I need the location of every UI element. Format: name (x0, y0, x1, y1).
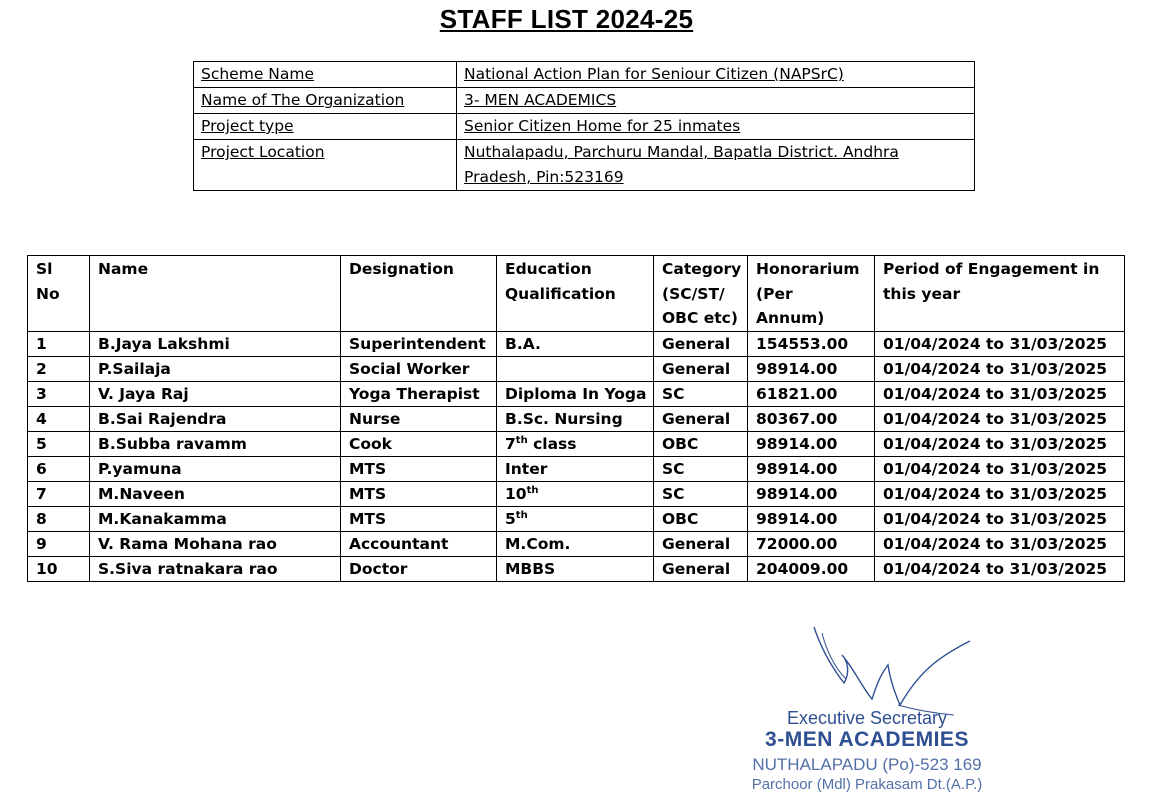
cell-period: 01/04/2024 to 31/03/2025 (875, 431, 1125, 456)
cell-name: M.Kanakamma (90, 507, 341, 532)
cell-honorarium: 154553.00 (748, 331, 875, 356)
stamp-district: Parchoor (Mdl) Prakasam Dt.(A.P.) (751, 776, 983, 793)
cell-name: V. Jaya Raj (90, 381, 341, 406)
cell-slno: 8 (28, 507, 90, 532)
header-education: Education Qualification (497, 256, 654, 332)
cell-education (497, 482, 654, 507)
cell-period: 01/04/2024 to 31/03/2025 (875, 381, 1125, 406)
stamp-org: 3-MEN ACADEMIES (765, 728, 969, 751)
cell-slno: 6 (28, 456, 90, 481)
table-row (28, 406, 1125, 431)
header-name: Name (90, 256, 341, 332)
cell-period: 01/04/2024 to 31/03/2025 (875, 557, 1125, 582)
table-row (28, 482, 1125, 507)
cell-education: MBBS (497, 557, 654, 582)
cell-designation: MTS (341, 456, 497, 481)
project-info-table (193, 61, 975, 191)
cell-education: B.Sc. Nursing (497, 406, 654, 431)
cell-honorarium: 98914.00 (748, 456, 875, 481)
table-row (28, 456, 1125, 481)
cell-education: Inter (497, 456, 654, 481)
education-value: 5 (505, 510, 516, 529)
cell-slno: 7 (28, 482, 90, 507)
info-key: Name of The Organization (194, 88, 457, 114)
cell-period: 01/04/2024 to 31/03/2025 (875, 331, 1125, 356)
cell-category: General (654, 356, 748, 381)
cell-slno: 5 (28, 431, 90, 456)
info-key: Scheme Name (194, 62, 457, 88)
cell-name: B.Sai Rajendra (90, 406, 341, 431)
cell-slno: 1 (28, 331, 90, 356)
info-key: Project type (194, 114, 457, 140)
cell-category: SC (654, 482, 748, 507)
education-value: 7 (505, 434, 516, 453)
cell-education (497, 356, 654, 381)
info-row (194, 114, 975, 140)
cell-slno: 4 (28, 406, 90, 431)
education-ordinal: th (515, 434, 528, 446)
header-designation: Designation (341, 256, 497, 332)
cell-name: B.Subba ravamm (90, 431, 341, 456)
cell-period: 01/04/2024 to 31/03/2025 (875, 456, 1125, 481)
cell-name: S.Siva ratnakara rao (90, 557, 341, 582)
page-title: STAFF LIST 2024-25 (439, 4, 694, 34)
signature-stamp (722, 625, 1002, 806)
cell-designation: Social Worker (341, 356, 497, 381)
table-row (28, 331, 1125, 356)
cell-designation: Doctor (341, 557, 497, 582)
cell-slno: 9 (28, 532, 90, 557)
cell-education: Diploma In Yoga (497, 381, 654, 406)
cell-category: OBC (654, 507, 748, 532)
cell-designation: Superintendent (341, 331, 497, 356)
stamp-address: NUTHALAPADU (Po)-523 169 (752, 755, 982, 774)
header-category: Category (SC/ST/ OBC etc) (654, 256, 748, 332)
cell-name: P.yamuna (90, 456, 341, 481)
staff-table-header (28, 256, 1125, 332)
cell-designation: Nurse (341, 406, 497, 431)
info-value: 3- MEN ACADEMICS (457, 88, 975, 114)
cell-name: M.Naveen (90, 482, 341, 507)
info-value: Nuthalapadu, Parchuru Mandal, Bapatla District. Andhra Pradesh, Pin:523169 (457, 140, 975, 191)
cell-period: 01/04/2024 to 31/03/2025 (875, 482, 1125, 507)
info-row (194, 140, 975, 191)
cell-honorarium: 72000.00 (748, 532, 875, 557)
cell-period: 01/04/2024 to 31/03/2025 (875, 507, 1125, 532)
cell-honorarium: 98914.00 (748, 356, 875, 381)
table-row (28, 431, 1125, 456)
info-value: Senior Citizen Home for 25 inmates (457, 114, 975, 140)
cell-designation: Cook (341, 431, 497, 456)
education-suffix: class (527, 434, 577, 453)
cell-slno: 10 (28, 557, 90, 582)
cell-period: 01/04/2024 to 31/03/2025 (875, 532, 1125, 557)
cell-honorarium: 98914.00 (748, 507, 875, 532)
table-row (28, 532, 1125, 557)
table-row (28, 356, 1125, 381)
header-period: Period of Engagement in this year (875, 256, 1125, 332)
cell-education: M.Com. (497, 532, 654, 557)
table-row (28, 557, 1125, 582)
cell-honorarium: 98914.00 (748, 431, 875, 456)
cell-category: SC (654, 381, 748, 406)
cell-category: General (654, 406, 748, 431)
cell-designation: Accountant (341, 532, 497, 557)
cell-slno: 3 (28, 381, 90, 406)
info-row (194, 88, 975, 114)
cell-designation: Yoga Therapist (341, 381, 497, 406)
cell-period: 01/04/2024 to 31/03/2025 (875, 356, 1125, 381)
cell-category: General (654, 557, 748, 582)
cell-education: B.A. (497, 331, 654, 356)
education-ordinal: th (526, 484, 539, 496)
cell-name: V. Rama Mohana rao (90, 532, 341, 557)
stamp-title: Executive Secretary (786, 708, 948, 728)
cell-education (497, 507, 654, 532)
education-ordinal: th (515, 510, 528, 521)
table-row (28, 381, 1125, 406)
cell-honorarium: 204009.00 (748, 557, 875, 582)
cell-period: 01/04/2024 to 31/03/2025 (875, 406, 1125, 431)
header-slno: Sl No (28, 256, 90, 332)
cell-name: P.Sailaja (90, 356, 341, 381)
cell-honorarium: 98914.00 (748, 482, 875, 507)
cell-honorarium: 80367.00 (748, 406, 875, 431)
cell-category: General (654, 331, 748, 356)
cell-designation: MTS (341, 482, 497, 507)
cell-category: General (654, 532, 748, 557)
info-key: Project Location (194, 140, 457, 191)
cell-category: SC (654, 456, 748, 481)
cell-honorarium: 61821.00 (748, 381, 875, 406)
cell-designation: MTS (341, 507, 497, 532)
info-value: National Action Plan for Seniour Citizen (NAPSrC) (457, 62, 975, 88)
staff-table (27, 255, 1125, 582)
cell-name: B.Jaya Lakshmi (90, 331, 341, 356)
education-value: 10 (505, 485, 527, 504)
table-row (28, 507, 1125, 532)
cell-education (497, 431, 654, 456)
cell-category: OBC (654, 431, 748, 456)
cell-slno: 2 (28, 356, 90, 381)
info-row (194, 62, 975, 88)
header-honorarium: Honorarium (Per Annum) (748, 256, 875, 332)
